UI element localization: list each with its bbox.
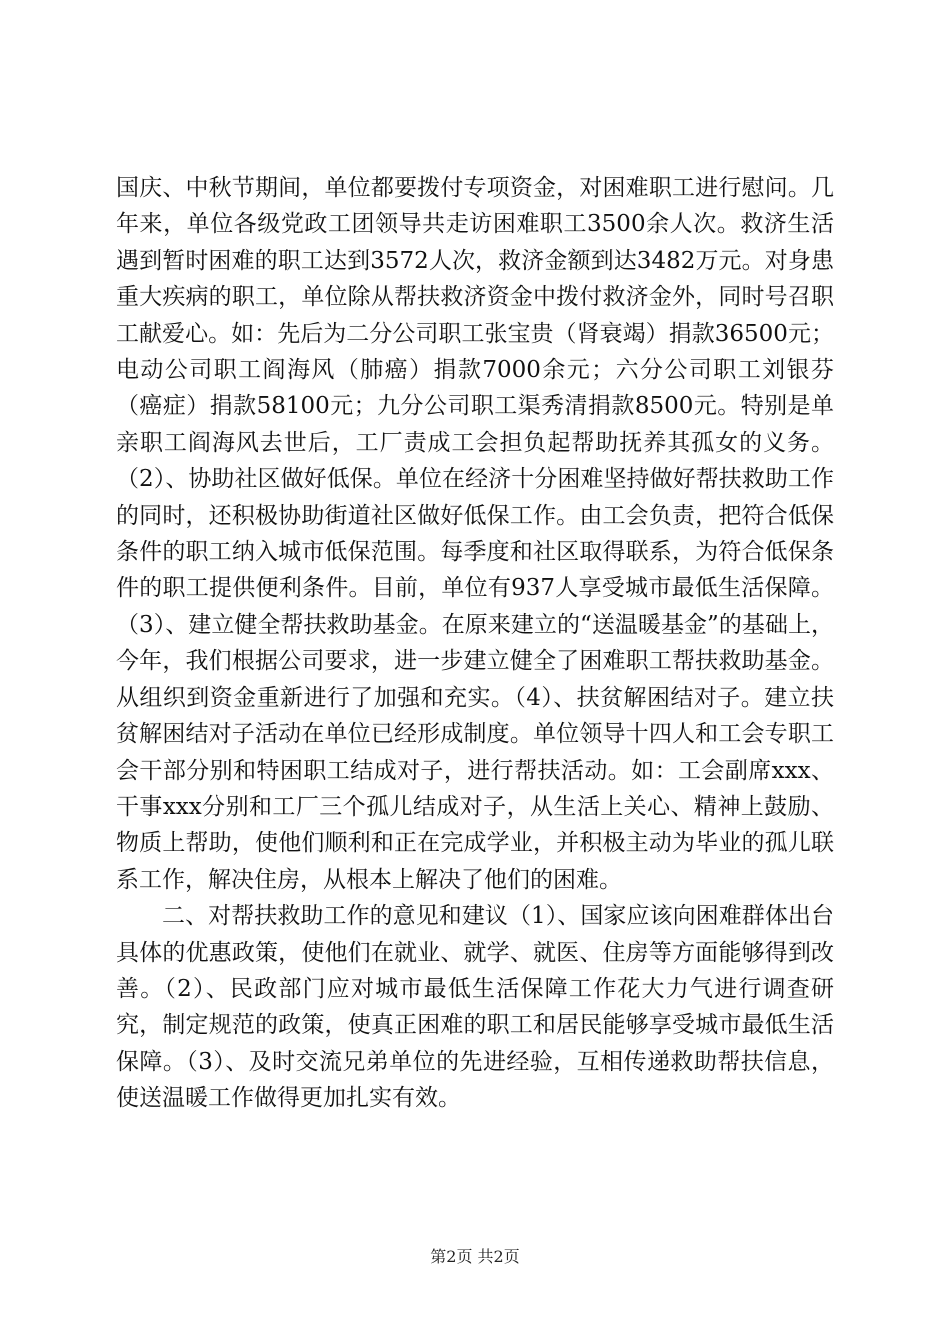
document-body [116, 170, 834, 1117]
page-number-footer: 第2页 共2页 [430, 1247, 520, 1266]
paragraph-suggestions: 二、对帮扶救助工作的意见和建议（1）、国家应该向困难群体出台具体的优惠政策，使他们在就业、就学、就医、住房等方面能够得到改善。（2）、民政部门应对城市最低生活保障工作花大力气进行调查研究，制定规范的政策，使真正困难的职工和居民能够享受城市最低生活保障。（3）、及时交流兄弟单位的先进经验，互相传递救助帮扶信息，使送温暖工作做得更加扎实有效。 [116, 903, 834, 1112]
paragraph-relief-measures: 国庆、中秋节期间，单位都要拨付专项资金，对困难职工进行慰问。几年来，单位各级党政工团领导共走访困难职工3500余人次。救济生活遇到暂时困难的职工达到3572人次，救济金额到达3482万元。对身患重大疾病的职工，单位除从帮扶救济资金中拨付救济金外，同时号召职工献爱心。如：先后为二分公司职工张宝贵（肾衰竭）捐款36500元；电动公司职工阎海风（肺癌）捐款7000余元；六分公司职工刘银芬（癌症）捐款58100元；九分公司职工渠秀清捐款8500元。特别是单亲职工阎海风去世后，工厂责成工会担负起帮助抚养其孤女的义务。（2）、协助社区做好低保。单位在经济十分困难坚持做好帮扶救助工作的同时，还积极协助街道社区做好低保工作。由工会负责，把符合低保条件的职工纳入城市低保范围。每季度和社区取得联系，为符合低保条件的职工提供便利条件。目前，单位有937人享受城市最低生活保障。（3）、建立健全帮扶救助基金。在原来建立的“送温暖基金”的基础上，今年，我们根据公司要求，进一步建立健全了困难职工帮扶救助基金。从组织到资金重新进行了加强和充实。（4）、扶贫解困结对子。建立扶贫解困结对子活动在单位已经形成制度。单位领导十四人和工会专职工会干部分别和特困职工结成对子，进行帮扶活动。如：工会副席xxx、干事xxx分别和工厂三个孤儿结成对子，从生活上关心、精神上鼓励、物质上帮助，使他们顺利和正在完成学业，并积极主动为毕业的孤儿联系工作，解决住房，从根本上解决了他们的困难。 [116, 175, 834, 893]
